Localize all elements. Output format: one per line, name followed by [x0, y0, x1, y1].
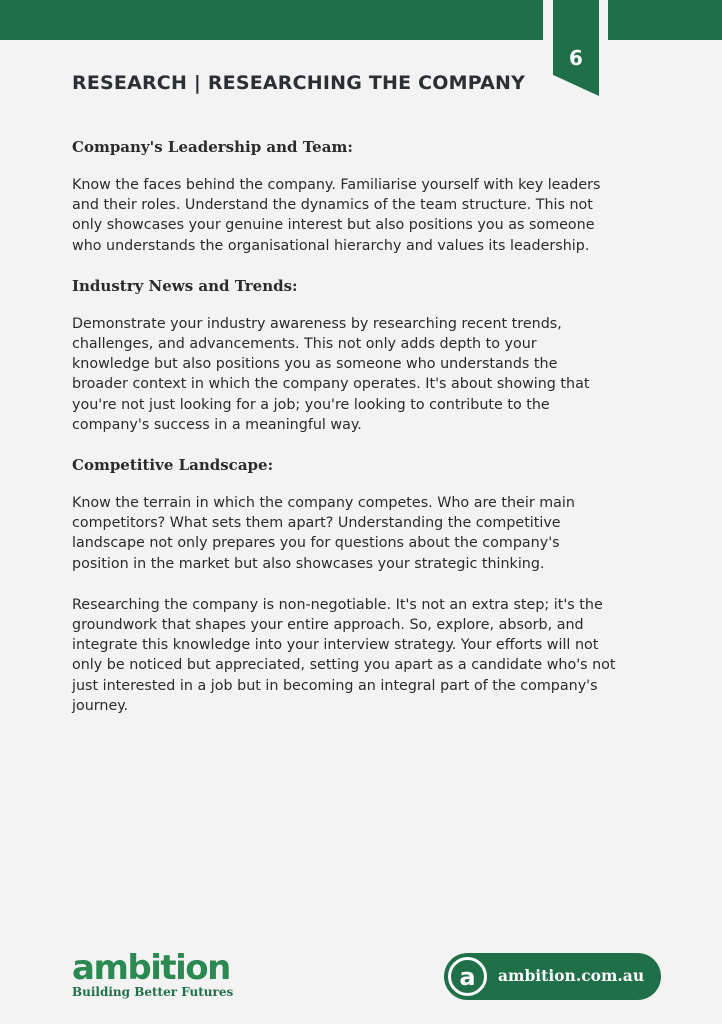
- section-heading: Company's Leadership and Team:: [72, 138, 353, 156]
- website-url[interactable]: ambition.com.au: [498, 966, 645, 985]
- section-body: Know the faces behind the company. Familiarise yourself with key leaders and their roles. Understand the dynamics of the team structure. This not only showcases your genuine interest but also positions you as someone who understands the organisational hierarchy and values its leadership.: [72, 177, 601, 254]
- logo-wordmark: ambition: [72, 948, 230, 988]
- section-industry-news: [72, 277, 617, 435]
- page-title: RESEARCH | RESEARCHING THE COMPANY: [72, 72, 526, 94]
- header-bar-left: [0, 0, 543, 40]
- ambition-a-icon: a: [448, 957, 487, 996]
- section-competitive-landscape: [72, 456, 617, 574]
- logo-tagline: Building Better Futures: [72, 985, 234, 999]
- section-body: Demonstrate your industry awareness by researching recent trends, challenges, and advancements. This not only adds depth to your knowledge but also positions you as someone who understands the broader context in which the company operates. It's about showing that you're not just looking for a job; you're looking to contribute to the company's success in a meaningful way.: [72, 315, 590, 433]
- section-heading: Competitive Landscape:: [72, 456, 274, 475]
- website-link[interactable]: [444, 953, 661, 1000]
- section-body: Know the terrain in which the company competes. Who are their main competitors? What sets them apart? Understanding the competitive landscape not only prepares you for questions about the company's position in the market but also showcases your strategic thinking.: [72, 495, 575, 572]
- conclusion-paragraph: Researching the company is non-negotiable. It's not an extra step; it's the groundwork that shapes your entire approach. So, explore, absorb, and integrate this knowledge into your interview strategy. Your efforts will not only be noticed but appreciated, setting you apart as a candidate who's not just interested in a job but in becoming an integral part of the company's journey.: [72, 596, 616, 714]
- ambition-logo: [72, 950, 233, 999]
- header-bar-right: [608, 0, 722, 40]
- main-content: [72, 138, 617, 737]
- section-heading: Industry News and Trends:: [72, 276, 298, 295]
- page-number: 6: [569, 46, 583, 70]
- section-leadership: [72, 138, 617, 256]
